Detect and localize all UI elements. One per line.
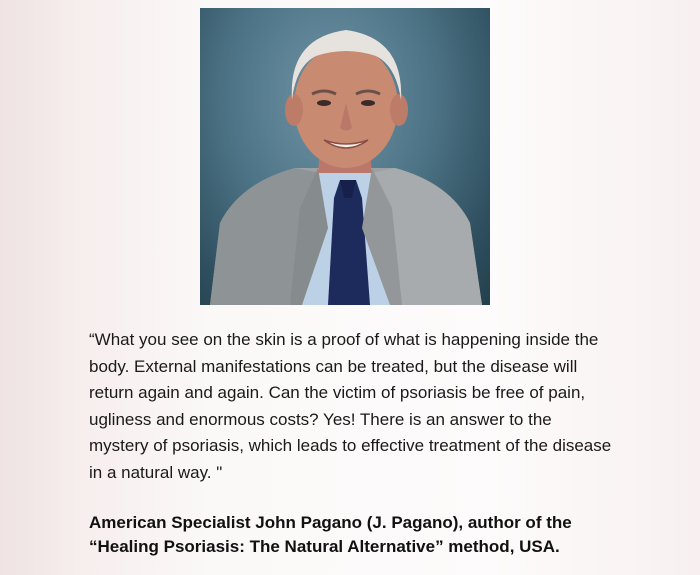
portrait-illustration: [200, 8, 490, 305]
author-portrait: [200, 8, 490, 305]
testimonial-quote: “What you see on the skin is a proof of what is happening inside the body. External manifestations can be treated, but the disease will return again and again. Can the victim of psoriasis be free of pain, ugliness and enormous costs? Yes! There is an answer to the mystery of psoriasis, which leads to effective treatment of the disease in a natural way. ": [89, 330, 612, 482]
quote-attribution: American Specialist John Pagano (J. Pagano), author of the “Healing Psoriasis: The Natural Alternative” method, USA.: [89, 513, 572, 556]
